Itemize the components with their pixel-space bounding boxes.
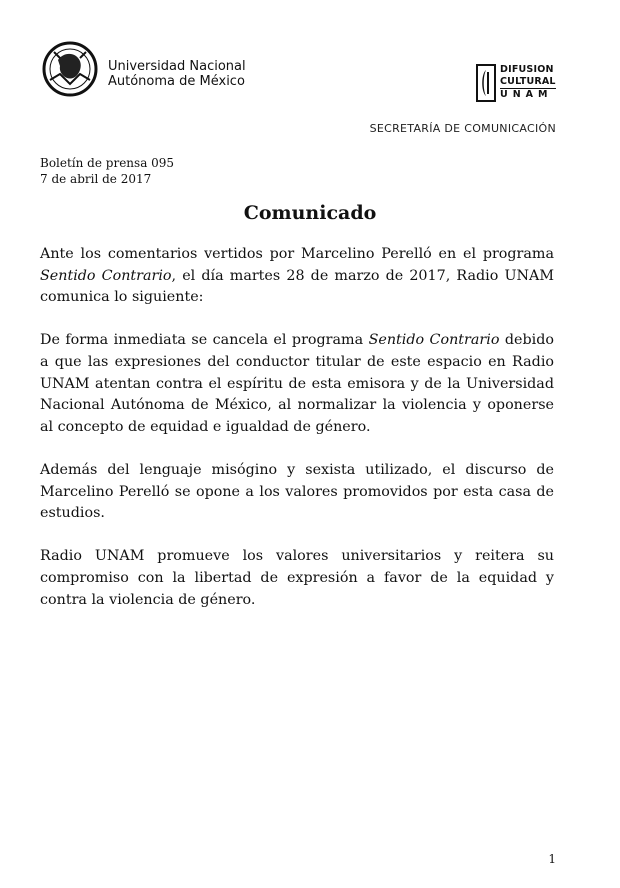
paragraph-2-text-b: debido a que las expresiones del conductor titular de este espacio en Radio UNAM atentan contra el espíritu de esta emisora y de la Universidad Nacional Autónoma de México, al normalizar la violencia y oponerse al concepto de equidad e igualdad de género. [40, 332, 554, 435]
document-title: Comunicado [243, 202, 377, 224]
difusion-cultural-text [500, 64, 556, 101]
paragraph-3: Además del lenguaje misógino y sexista utilizado, el discurso de Marcelino Perelló se opone a los valores promovidos por esta casa de estudios. [40, 461, 554, 522]
unam-seal-logo [40, 40, 100, 98]
document-body [40, 244, 554, 633]
difusion-line3: UNAM [500, 88, 556, 101]
university-name-line2: Autónoma de México [108, 74, 245, 89]
bulletin-number: Boletín de prensa 095 [40, 156, 175, 170]
university-name-line1: Universidad Nacional [108, 59, 246, 74]
program-name: Sentido Contrario [368, 332, 500, 349]
difusion-line1: DIFUSION [500, 64, 554, 75]
paragraph-4: Radio UNAM promueve los valores universitarios y reitera su compromiso con la libertad de expresión a favor de la equidad y contra la violencia de género. [40, 548, 554, 608]
paragraph-2-text-a: De forma inmediata se cancela el programa [40, 332, 369, 349]
paragraph-1-text-b: , el día martes 28 de marzo de 2017, Radio UNAM comunica lo siguiente: [40, 267, 554, 306]
bulletin-meta [40, 155, 174, 187]
paragraph-1-text-a: Ante los comentarios vertidos por Marcelino Perelló en el programa [40, 246, 554, 262]
secretaria-heading: SECRETARÍA DE COMUNICACIÓN [369, 122, 556, 135]
paragraph-2 [40, 330, 554, 438]
paragraph-1 [40, 244, 554, 309]
page-number: 1 [548, 852, 556, 866]
university-name [108, 59, 246, 89]
difusion-cultural-mark [476, 64, 496, 102]
difusion-cultural-logo [476, 64, 554, 104]
program-name: Sentido Contrario [40, 267, 172, 284]
difusion-line2: CULTURAL [500, 76, 556, 87]
bulletin-date: 7 de abril de 2017 [40, 172, 152, 186]
